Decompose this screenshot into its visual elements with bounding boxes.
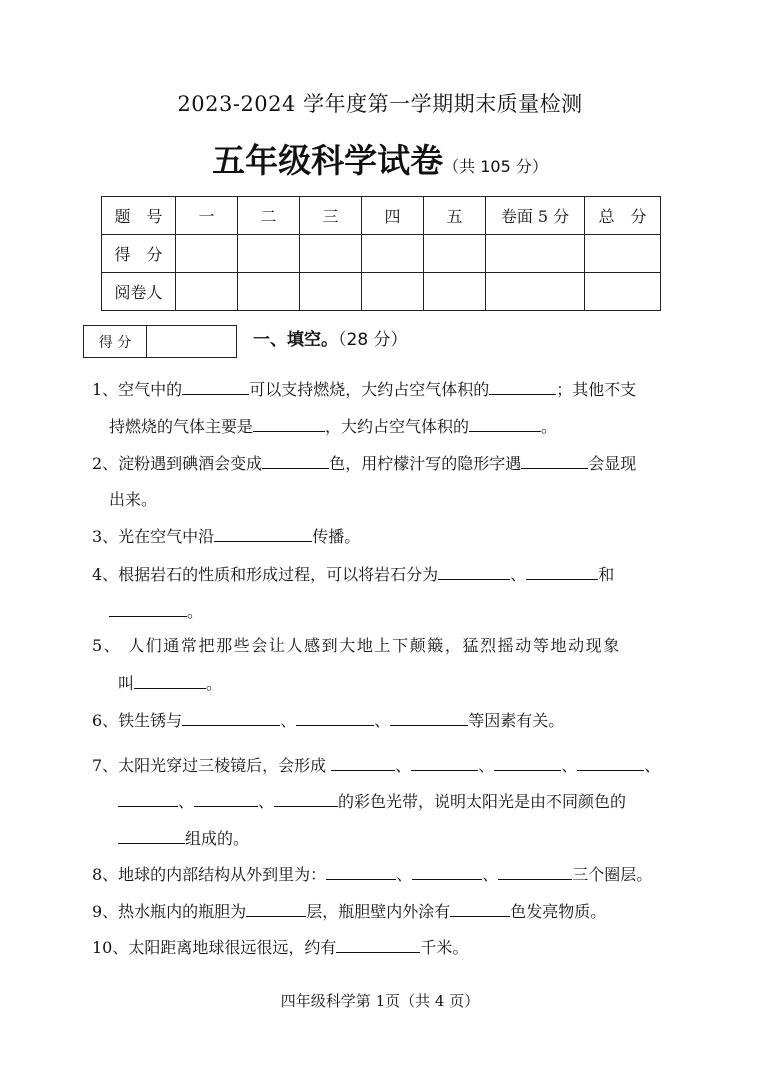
score-cell[interactable] xyxy=(176,235,238,273)
answer-blank[interactable] xyxy=(412,864,482,880)
question-6: 6、铁生锈与 、 、 等因素有关。 xyxy=(92,711,565,730)
paper-title-main: 五年级科学试卷 xyxy=(212,141,444,180)
score-cell[interactable] xyxy=(300,235,362,273)
grader-cell[interactable] xyxy=(362,273,424,311)
question-4-cont: 。 xyxy=(109,601,203,622)
answer-blank[interactable] xyxy=(438,564,510,580)
question-2: 2、淀粉遇到碘酒会变成 色，用柠檬汁写的隐形字遇 会显现 xyxy=(92,454,637,473)
answer-blank[interactable] xyxy=(182,710,280,726)
answer-blank[interactable] xyxy=(526,564,598,580)
section-score-field[interactable] xyxy=(147,326,236,357)
grader-cell[interactable] xyxy=(300,273,362,311)
grader-cell[interactable] xyxy=(176,273,238,311)
question-5: 5、 人们通常把那些会让人感到大地上下颠簸，猛烈摇动等地动现象 xyxy=(92,636,621,655)
answer-blank[interactable] xyxy=(336,937,420,953)
section-score-box xyxy=(83,325,237,358)
exam-paper-title xyxy=(0,135,760,182)
answer-blank[interactable] xyxy=(577,755,644,771)
question-8: 8、地球的内部结构从外到里为： 、 、 三个圈层。 xyxy=(92,865,653,884)
score-cell[interactable] xyxy=(585,235,661,273)
row-label: 题 号 xyxy=(102,197,176,235)
section-heading: 一、填空。（28 分） xyxy=(253,330,408,350)
score-table-header-row xyxy=(102,197,661,235)
answer-blank[interactable] xyxy=(326,864,396,880)
question-2-cont: 出来。 xyxy=(109,490,158,509)
question-1-cont: 持燃烧的气体主要是 ，大约占空气体积的 。 xyxy=(109,417,558,436)
answer-blank[interactable] xyxy=(134,673,206,689)
answer-blank[interactable] xyxy=(109,601,187,617)
question-9: 9、热水瓶内的瓶胆为 层，瓶胆壁内外涂有 色发亮物质。 xyxy=(92,902,607,921)
section-score-label: 得 分 xyxy=(84,326,147,357)
row-label: 阅卷人 xyxy=(102,273,176,311)
answer-blank[interactable] xyxy=(253,416,325,432)
answer-blank[interactable] xyxy=(411,755,478,771)
question-1: 1、空气中的 可以支持燃烧，大约占空气体积的 ；其他不支 xyxy=(92,380,637,399)
answer-blank[interactable] xyxy=(498,864,572,880)
score-cell[interactable] xyxy=(486,235,585,273)
score-cell[interactable] xyxy=(238,235,300,273)
question-5-cont: 叫 。 xyxy=(118,674,223,693)
exam-period-title: 2023-2024 学年度第一学期期末质量检测 xyxy=(177,92,583,116)
question-7-cont2: 组成的。 xyxy=(118,828,249,849)
answer-blank[interactable] xyxy=(182,379,249,395)
paper-total-points: （共 105 分） xyxy=(443,157,548,176)
answer-blank[interactable] xyxy=(262,453,329,469)
column-header: 三 xyxy=(300,197,362,235)
answer-blank[interactable] xyxy=(390,710,468,726)
grader-cell[interactable] xyxy=(585,273,661,311)
answer-blank[interactable] xyxy=(246,901,306,917)
answer-blank[interactable] xyxy=(274,791,338,807)
question-7-cont: 、 、 的彩色光带，说明太阳光是由不同颜色的 xyxy=(118,791,626,812)
answer-blank[interactable] xyxy=(494,755,561,771)
column-header: 二 xyxy=(238,197,300,235)
answer-blank[interactable] xyxy=(214,526,312,542)
grader-cell[interactable] xyxy=(424,273,486,311)
row-label: 得 分 xyxy=(102,235,176,273)
answer-blank[interactable] xyxy=(521,453,588,469)
column-header: 四 xyxy=(362,197,424,235)
question-3: 3、光在空气中沿 传播。 xyxy=(92,527,361,546)
answer-blank[interactable] xyxy=(331,755,395,771)
grader-cell[interactable] xyxy=(486,273,585,311)
score-cell[interactable] xyxy=(424,235,486,273)
score-table-row xyxy=(102,273,661,311)
column-header: 总 分 xyxy=(585,197,661,235)
score-table xyxy=(101,196,661,311)
column-header: 卷面 5 分 xyxy=(486,197,585,235)
answer-blank[interactable] xyxy=(489,379,556,395)
answer-blank[interactable] xyxy=(296,710,374,726)
section-points: （28 分） xyxy=(338,330,408,350)
answer-blank[interactable] xyxy=(118,828,185,844)
question-4: 4、根据岩石的性质和形成过程，可以将岩石分为 、 和 xyxy=(92,565,615,584)
page-footer: 四年级科学第 1页（共 4 页） xyxy=(280,992,480,1010)
answer-blank[interactable] xyxy=(450,901,510,917)
score-cell[interactable] xyxy=(362,235,424,273)
answer-blank[interactable] xyxy=(469,416,541,432)
answer-blank[interactable] xyxy=(194,791,258,807)
score-table-row xyxy=(102,235,661,273)
column-header: 五 xyxy=(424,197,486,235)
answer-blank[interactable] xyxy=(118,791,178,807)
grader-cell[interactable] xyxy=(238,273,300,311)
question-7: 7、太阳光穿过三棱镜后，会形成 、 、 、 、 xyxy=(92,756,661,775)
question-10: 10、太阳距离地球很远很远，约有 千米。 xyxy=(92,938,469,957)
column-header: 一 xyxy=(176,197,238,235)
